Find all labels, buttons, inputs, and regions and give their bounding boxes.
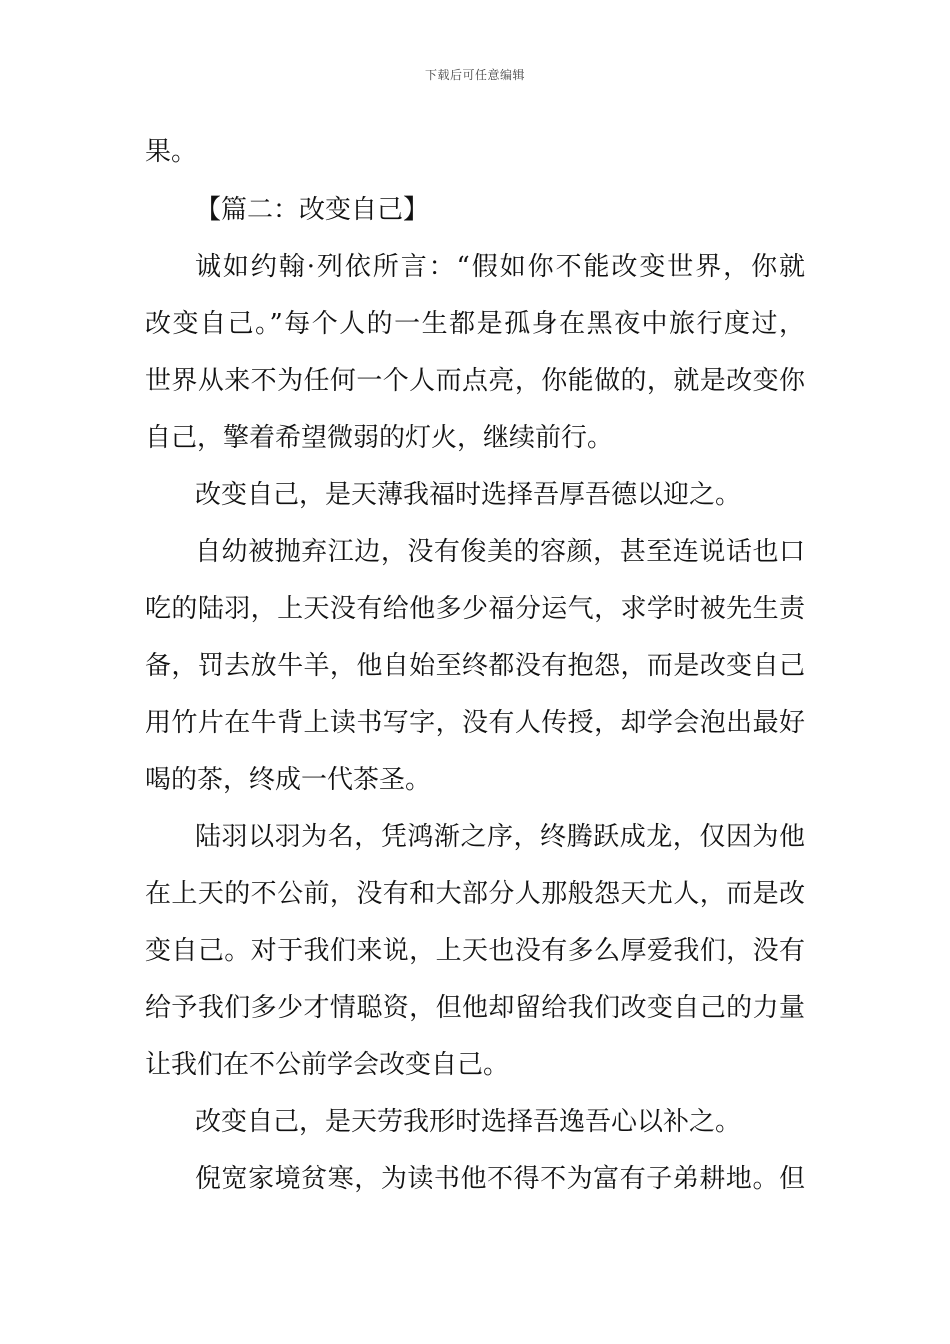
- body-line: 诚如约翰·列依所言：“假如你不能改变世界，你就: [195, 252, 805, 282]
- body-line: 备，罚去放牛羊，他自始至终都没有抱怨，而是改变自己: [145, 651, 805, 681]
- body-line: 世界从来不为任何一个人而点亮，你能做的，就是改变你: [145, 366, 805, 396]
- body-line: 改变自己，是天薄我福时选择吾厚吾德以迎之。: [195, 480, 742, 510]
- body-line: 倪宽家境贫寒，为读书他不得不为富有子弟耕地。但: [195, 1164, 805, 1194]
- body-line: 改变自己，是天劳我形时选择吾逸吾心以补之。: [195, 1107, 742, 1137]
- body-line: 自己，擎着希望微弱的灯火，继续前行。: [145, 423, 614, 453]
- body-line: 让我们在不公前学会改变自己。: [145, 1050, 510, 1080]
- body-line: 用竹片在牛背上读书写字，没有人传授，却学会泡出最好: [145, 708, 805, 738]
- body-line: 变自己。对于我们来说，上天也没有多么厚爱我们，没有: [145, 936, 805, 966]
- body-line: 自幼被抛弃江边，没有俊美的容颜，甚至连说话也口: [195, 537, 805, 567]
- body-line: 果。: [145, 137, 198, 167]
- section-heading: 【篇二：改变自己】: [195, 195, 430, 225]
- body-line: 在上天的不公前，没有和大部分人那般怨天尤人，而是改: [145, 879, 805, 909]
- body-line: 吃的陆羽，上天没有给他多少福分运气，求学时被先生责: [145, 594, 805, 624]
- body-line: 喝的茶，终成一代茶圣。: [145, 765, 432, 795]
- page-header: 下载后可任意编辑: [424, 68, 525, 82]
- body-line: 给予我们多少才情聪资，但他却留给我们改变自己的力量: [145, 993, 805, 1023]
- body-line: 改变自己。”每个人的一生都是孤身在黑夜中旅行度过，: [145, 309, 805, 339]
- body-line: 陆羽以羽为名，凭鸿渐之序，终腾跃成龙，仅因为他: [195, 822, 805, 852]
